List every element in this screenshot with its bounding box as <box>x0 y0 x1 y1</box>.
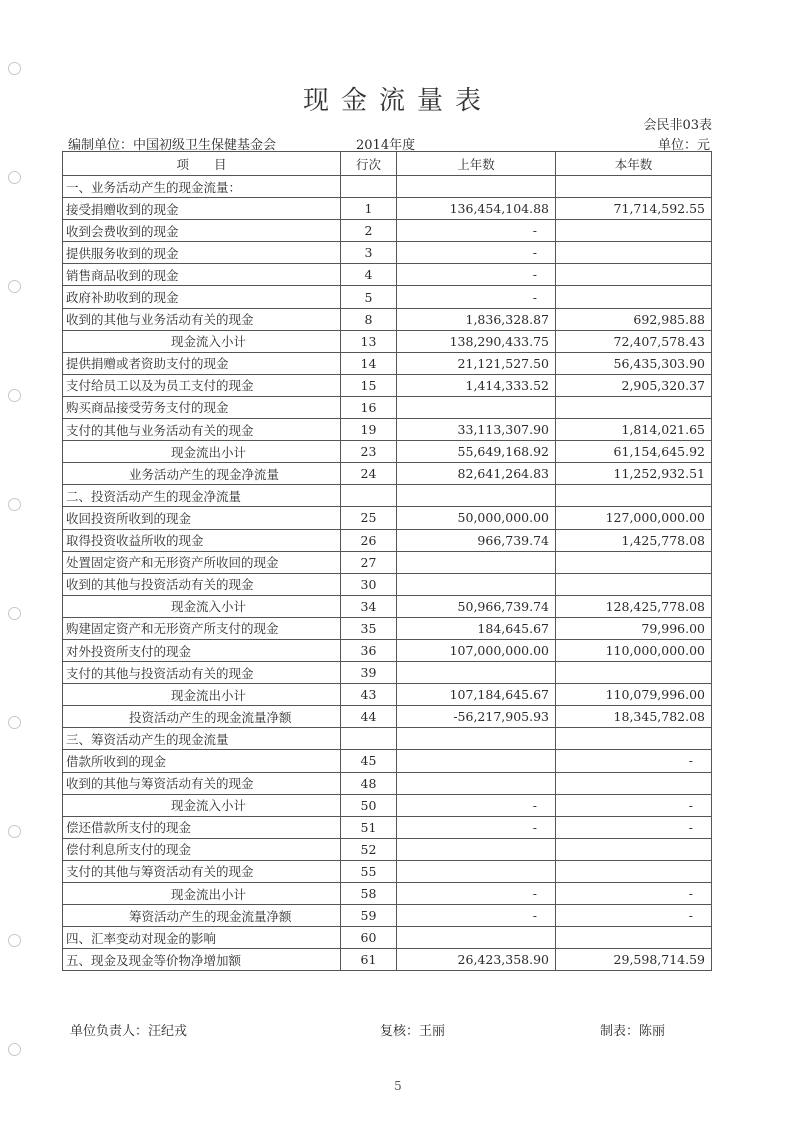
item-cell: 四、汇率变动对现金的影响 <box>63 927 341 949</box>
curr-year-cell: 18,345,782.08 <box>556 706 712 728</box>
seq-cell: 4 <box>341 264 397 286</box>
curr-year-cell <box>556 927 712 949</box>
table-row <box>63 662 712 684</box>
item-cell: 收到的其他与业务活动有关的现金 <box>63 308 341 330</box>
prev-year-cell: - <box>397 220 556 242</box>
prev-year-cell: 33,113,307.90 <box>397 419 556 441</box>
prev-year-cell: 50,966,739.74 <box>397 595 556 617</box>
curr-year-cell <box>556 551 712 573</box>
binder-hole <box>8 389 21 402</box>
item-cell: 筹资活动产生的现金流量净额 <box>63 905 341 927</box>
item-cell: 现金流出小计 <box>63 441 341 463</box>
prev-year-cell: 966,739.74 <box>397 529 556 551</box>
item-cell: 收到的其他与投资活动有关的现金 <box>63 573 341 595</box>
page-number: 5 <box>394 1079 402 1093</box>
binder-hole <box>8 498 21 511</box>
curr-year-cell: 56,435,303.90 <box>556 352 712 374</box>
table-row <box>63 617 712 639</box>
form-code: 会民非03表 <box>643 118 712 133</box>
seq-cell: 15 <box>341 374 397 396</box>
curr-year-cell <box>556 485 712 507</box>
table-row <box>63 330 712 352</box>
curr-year-cell: 2,905,320.37 <box>556 374 712 396</box>
seq-cell: 27 <box>341 551 397 573</box>
prev-year-cell <box>397 176 556 198</box>
item-cell: 收到会费收到的现金 <box>63 220 341 242</box>
seq-cell: 50 <box>341 794 397 816</box>
prev-year-cell: 26,423,358.90 <box>397 949 556 971</box>
page-title: 现金流量表 <box>302 86 493 116</box>
table-row <box>63 529 712 551</box>
table-row <box>63 220 712 242</box>
curr-year-cell <box>556 286 712 308</box>
curr-year-cell <box>556 176 712 198</box>
item-cell: 一、业务活动产生的现金流量： <box>63 176 341 198</box>
header-seq: 行次 <box>341 152 397 176</box>
prev-year-cell <box>397 573 556 595</box>
table-row <box>63 949 712 971</box>
prev-year-cell: 21,121,527.50 <box>397 352 556 374</box>
item-cell: 现金流出小计 <box>63 684 341 706</box>
item-cell: 政府补助收到的现金 <box>63 286 341 308</box>
seq-cell: 60 <box>341 927 397 949</box>
item-cell: 现金流入小计 <box>63 794 341 816</box>
header-curr-year: 本年数 <box>556 152 712 176</box>
seq-cell: 34 <box>341 595 397 617</box>
prev-year-cell <box>397 551 556 573</box>
seq-cell: 30 <box>341 573 397 595</box>
seq-cell: 2 <box>341 220 397 242</box>
seq-cell: 25 <box>341 507 397 529</box>
seq-cell: 24 <box>341 463 397 485</box>
prev-year-cell: - <box>397 883 556 905</box>
cash-flow-table <box>62 151 712 971</box>
prev-year-cell: - <box>397 905 556 927</box>
seq-cell: 52 <box>341 838 397 860</box>
prev-year-cell <box>397 927 556 949</box>
seq-cell: 44 <box>341 706 397 728</box>
item-cell: 现金流入小计 <box>63 595 341 617</box>
seq-cell: 8 <box>341 308 397 330</box>
prev-year-cell <box>397 396 556 418</box>
item-cell: 对外投资所支付的现金 <box>63 639 341 661</box>
table-row <box>63 794 712 816</box>
item-cell: 购建固定资产和无形资产所支付的现金 <box>63 617 341 639</box>
item-cell: 收到的其他与筹资活动有关的现金 <box>63 772 341 794</box>
prev-year-cell <box>397 772 556 794</box>
seq-cell <box>341 728 397 750</box>
table-row <box>63 374 712 396</box>
prev-year-cell: 1,836,328.87 <box>397 308 556 330</box>
prev-year-cell: - <box>397 242 556 264</box>
seq-cell: 51 <box>341 816 397 838</box>
binder-hole <box>8 62 21 75</box>
curr-year-cell <box>556 573 712 595</box>
seq-cell: 61 <box>341 949 397 971</box>
prev-year-cell: 1,414,333.52 <box>397 374 556 396</box>
prev-year-cell: - <box>397 794 556 816</box>
curr-year-cell <box>556 838 712 860</box>
binder-hole <box>8 1043 21 1056</box>
seq-cell: 13 <box>341 330 397 352</box>
table-row <box>63 728 712 750</box>
table-row <box>63 772 712 794</box>
curr-year-cell: - <box>556 816 712 838</box>
curr-year-cell <box>556 772 712 794</box>
item-cell: 借款所收到的现金 <box>63 750 341 772</box>
prev-year-cell: 107,000,000.00 <box>397 639 556 661</box>
item-cell: 提供服务收到的现金 <box>63 242 341 264</box>
curr-year-cell: 11,252,932.51 <box>556 463 712 485</box>
binder-hole <box>8 825 21 838</box>
item-cell: 处置固定资产和无形资产所收回的现金 <box>63 551 341 573</box>
report-meta <box>68 134 710 152</box>
table-row <box>63 551 712 573</box>
item-cell: 三、筹资活动产生的现金流量 <box>63 728 341 750</box>
table-row <box>63 242 712 264</box>
curr-year-cell: - <box>556 794 712 816</box>
prev-year-cell: -56,217,905.93 <box>397 706 556 728</box>
table-row <box>63 706 712 728</box>
item-cell: 取得投资收益所收的现金 <box>63 529 341 551</box>
curr-year-cell: - <box>556 905 712 927</box>
item-cell: 五、现金及现金等价物净增加额 <box>63 949 341 971</box>
curr-year-cell: 128,425,778.08 <box>556 595 712 617</box>
curr-year-cell <box>556 662 712 684</box>
seq-cell: 36 <box>341 639 397 661</box>
table-row <box>63 883 712 905</box>
prev-year-cell: - <box>397 816 556 838</box>
signature-head: 单位负责人：汪纪戎 <box>70 1024 188 1039</box>
item-cell: 支付的其他与筹资活动有关的现金 <box>63 860 341 882</box>
item-cell: 提供捐赠或者资助支付的现金 <box>63 352 341 374</box>
table-row <box>63 816 712 838</box>
curr-year-cell: 61,154,645.92 <box>556 441 712 463</box>
table-row <box>63 352 712 374</box>
prev-year-cell: 82,641,264.83 <box>397 463 556 485</box>
table-row <box>63 639 712 661</box>
curr-year-cell: 1,425,778.08 <box>556 529 712 551</box>
curr-year-cell <box>556 728 712 750</box>
table-row <box>63 595 712 617</box>
currency-unit: 单位：元 <box>657 138 710 153</box>
curr-year-cell <box>556 396 712 418</box>
seq-cell: 45 <box>341 750 397 772</box>
seq-cell: 16 <box>341 396 397 418</box>
prev-year-cell: 107,184,645.67 <box>397 684 556 706</box>
table-row <box>63 198 712 220</box>
item-cell: 业务活动产生的现金净流量 <box>63 463 341 485</box>
item-cell: 现金流入小计 <box>63 330 341 352</box>
curr-year-cell: 72,407,578.43 <box>556 330 712 352</box>
curr-year-cell: 127,000,000.00 <box>556 507 712 529</box>
table-row <box>63 264 712 286</box>
table-row <box>63 485 712 507</box>
curr-year-cell: 692,985.88 <box>556 308 712 330</box>
table-row <box>63 750 712 772</box>
curr-year-cell: 110,000,000.00 <box>556 639 712 661</box>
header-item: 项 目 <box>63 152 341 176</box>
prev-year-cell: 184,645.67 <box>397 617 556 639</box>
item-cell: 支付的其他与投资活动有关的现金 <box>63 662 341 684</box>
seq-cell: 55 <box>341 860 397 882</box>
header-prev-year: 上年数 <box>397 152 556 176</box>
item-cell: 现金流出小计 <box>63 883 341 905</box>
table-row <box>63 396 712 418</box>
curr-year-cell <box>556 220 712 242</box>
table-row <box>63 419 712 441</box>
table-row <box>63 308 712 330</box>
seq-cell: 35 <box>341 617 397 639</box>
item-cell: 偿还借款所支付的现金 <box>63 816 341 838</box>
binder-hole <box>8 280 21 293</box>
prev-year-cell <box>397 485 556 507</box>
prev-year-cell <box>397 662 556 684</box>
org-label: 编制单位：中国初级卫生保健基金会 <box>68 138 277 153</box>
item-cell: 投资活动产生的现金流量净额 <box>63 706 341 728</box>
item-cell: 收回投资所收到的现金 <box>63 507 341 529</box>
table-row <box>63 905 712 927</box>
table-row <box>63 927 712 949</box>
table-row <box>63 286 712 308</box>
seq-cell <box>341 485 397 507</box>
table-row <box>63 507 712 529</box>
curr-year-cell: 29,598,714.59 <box>556 949 712 971</box>
prev-year-cell: 50,000,000.00 <box>397 507 556 529</box>
curr-year-cell: 1,814,021.65 <box>556 419 712 441</box>
seq-cell: 23 <box>341 441 397 463</box>
curr-year-cell: 110,079,996.00 <box>556 684 712 706</box>
signature-line <box>70 1020 690 1038</box>
prev-year-cell <box>397 838 556 860</box>
prev-year-cell: 55,649,168.92 <box>397 441 556 463</box>
binder-hole <box>8 607 21 620</box>
binder-hole <box>8 171 21 184</box>
prev-year-cell: - <box>397 286 556 308</box>
item-cell: 销售商品收到的现金 <box>63 264 341 286</box>
item-cell: 接受捐赠收到的现金 <box>63 198 341 220</box>
table-header-row <box>63 152 712 176</box>
seq-cell: 43 <box>341 684 397 706</box>
prev-year-cell <box>397 728 556 750</box>
item-cell: 偿付利息所支付的现金 <box>63 838 341 860</box>
curr-year-cell: 79,996.00 <box>556 617 712 639</box>
signature-review: 复核：王丽 <box>380 1024 446 1039</box>
table-row <box>63 441 712 463</box>
prev-year-cell <box>397 750 556 772</box>
table-row <box>63 573 712 595</box>
seq-cell: 19 <box>341 419 397 441</box>
seq-cell: 1 <box>341 198 397 220</box>
signature-prepare: 制表：陈丽 <box>600 1024 666 1039</box>
prev-year-cell <box>397 860 556 882</box>
curr-year-cell <box>556 264 712 286</box>
seq-cell: 14 <box>341 352 397 374</box>
curr-year-cell <box>556 860 712 882</box>
item-cell: 二、投资活动产生的现金净流量 <box>63 485 341 507</box>
binder-hole <box>8 934 21 947</box>
report-year: 2014年度 <box>356 138 416 153</box>
table-row <box>63 838 712 860</box>
seq-cell: 59 <box>341 905 397 927</box>
prev-year-cell: 136,454,104.88 <box>397 198 556 220</box>
table-row <box>63 463 712 485</box>
seq-cell: 39 <box>341 662 397 684</box>
item-cell: 支付给员工以及为员工支付的现金 <box>63 374 341 396</box>
prev-year-cell: - <box>397 264 556 286</box>
seq-cell <box>341 176 397 198</box>
table-row <box>63 860 712 882</box>
seq-cell: 58 <box>341 883 397 905</box>
curr-year-cell <box>556 242 712 264</box>
item-cell: 购买商品接受劳务支付的现金 <box>63 396 341 418</box>
seq-cell: 48 <box>341 772 397 794</box>
seq-cell: 5 <box>341 286 397 308</box>
item-cell: 支付的其他与业务活动有关的现金 <box>63 419 341 441</box>
prev-year-cell: 138,290,433.75 <box>397 330 556 352</box>
seq-cell: 3 <box>341 242 397 264</box>
curr-year-cell: 71,714,592.55 <box>556 198 712 220</box>
binder-hole <box>8 716 21 729</box>
table-row <box>63 176 712 198</box>
table-row <box>63 684 712 706</box>
curr-year-cell: - <box>556 750 712 772</box>
seq-cell: 26 <box>341 529 397 551</box>
curr-year-cell: - <box>556 883 712 905</box>
